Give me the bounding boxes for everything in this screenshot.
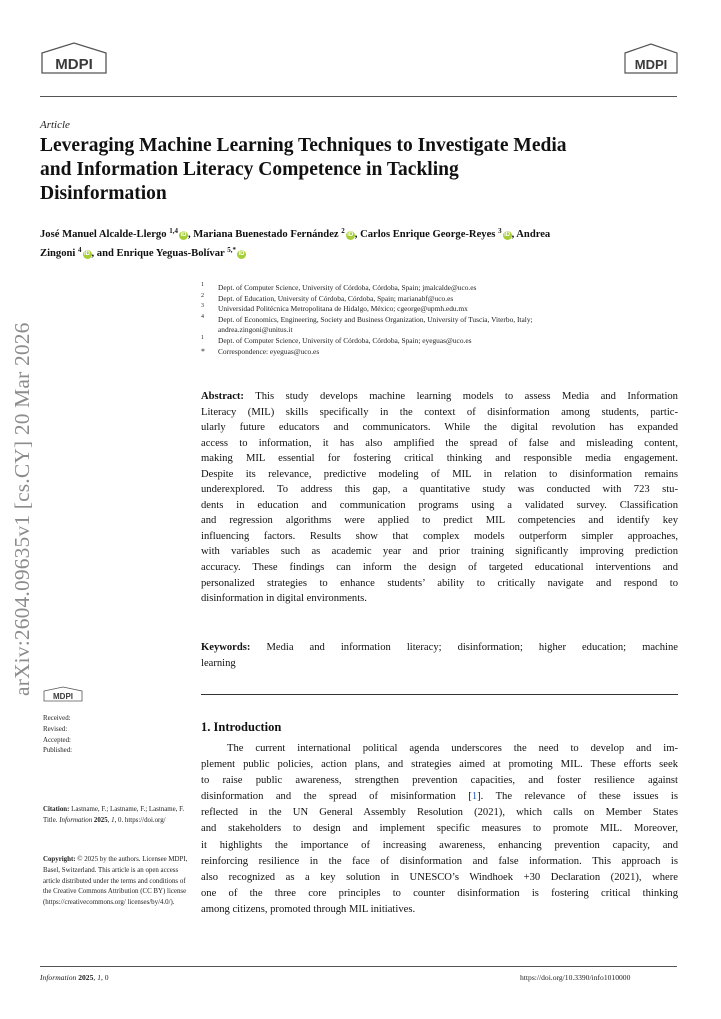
citation-link[interactable]: 1: [471, 791, 478, 803]
abstract-line: Abstract: This study develops machine learning models to assess Media and Information: [201, 391, 678, 402]
body-line: to raise public awareness, strengthen prevention capacities, and foster resilience against: [201, 775, 678, 787]
citation-block: Citation: Lastname, F.; Lastname, F.; Lastname, F. Title. Information 2025, 1, 0. https://doi.org/: [43, 806, 185, 824]
author-list: José Manuel Alcalde-Llergo $^{1,4}$ iD , Mariana Buenestado Fernández $^2$ iD , Carlos Enrique George-Reyes $^3$ iD , Andrea Zingoni $^4$ iD , and Enrique Yeguas-Bolívar $^{5,*}$ iD: [40, 227, 551, 259]
author-name[interactable]: Carlos Enrique George-Reyes: [360, 229, 496, 240]
keywords-label: Keywords:: [201, 642, 251, 653]
header-divider: [40, 96, 677, 97]
mdpi-small-logo: [43, 686, 83, 702]
orcid-icon[interactable]: iD: [180, 232, 187, 238]
abstract-line: personalized strategies to enhance students’ ability to critically navigate and respond to: [201, 577, 678, 589]
abstract-line: ularly future educators and communicators. While the digital revolution has expanded: [201, 422, 678, 434]
author-separator: , Andrea: [511, 229, 551, 240]
published-label: Published:: [43, 747, 73, 755]
affiliations: [201, 283, 681, 357]
orcid-icon[interactable]: iD: [347, 232, 354, 238]
arxiv-identifier[interactable]: arXiv:2604.09635v1 [cs.CY] 20 Mar 2026: [10, 322, 34, 696]
abstract-line: Despite its relevance, predictive modeling of MIL in relation to disinformation remains: [201, 468, 678, 480]
abstract-line: influencing factors. Results show that complex models outperform simpler approaches,: [201, 530, 678, 542]
body-line: disinformation and the spread of misinformation [1]. The relevance of these issues is: [201, 791, 678, 803]
abstract-label: Abstract:: [201, 391, 244, 402]
svg-text:MDPI: MDPI: [53, 692, 73, 701]
footer-doi[interactable]: https://doi.org/10.3390/info1010000: [520, 973, 631, 982]
mdpi-logo-text: MDPI: [55, 56, 93, 73]
title-line: Disinformation: [40, 183, 167, 204]
section-heading: 1. Introduction: [201, 720, 282, 734]
author-name[interactable]: Mariana Buenestado Fernández: [193, 229, 339, 240]
keywords-line: Keywords: Media and information literacy; disinformation; higher education; machine: [201, 642, 678, 653]
accepted-label: Accepted:: [43, 736, 71, 744]
body-line: and stakeholders to design and implement specific measures to promote MIL. Moreover,: [201, 823, 678, 835]
author-affiliation-mark: 4: [78, 246, 82, 254]
keywords: [201, 640, 678, 671]
article-type: Article: [40, 119, 70, 131]
mdpi-logo-text: MDPI: [634, 57, 668, 72]
body-line: it highlights the importance of increasing awareness, enhancing prevention capacity, and: [201, 839, 678, 851]
orcid-icon[interactable]: iD: [504, 232, 511, 238]
body-line: one of the three core principles to counter disinformation is fostering critical thinking: [201, 887, 678, 899]
body-line: reflected in the UN General Assembly Resolution (2021), which calls on Member States: [201, 807, 678, 819]
orcid-icon[interactable]: iD: [84, 251, 90, 257]
affiliation-item: 4 Dept. of Economics, Engineering, Society and Business Organization, University of Tuscia, Viterbo, Italy;: [201, 313, 533, 324]
section-divider: [201, 694, 678, 695]
author-name[interactable]: Zingoni: [40, 248, 76, 259]
affiliation-item: 1 Dept. of Computer Science, University of Córdoba, Córdoba, Spain; eyeguas@uco.es: [201, 334, 472, 345]
abstract-line: disinformation in digital environments.: [201, 593, 367, 605]
abstract-line: underexplored. To address this gap, a quantitative study was conducted with 723 stu-: [201, 484, 678, 496]
affiliation-item: 1 Dept. of Computer Science, University of Córdoba, Córdoba, Spain; jmalcalde@uco.es: [201, 282, 477, 292]
mdpi-logo-right: [623, 42, 679, 76]
mdpi-logo: [40, 42, 108, 76]
affiliation-item: 2 Dept. of Education, University of Córdoba, Córdoba, Spain; marianabf@uco.es: [201, 292, 454, 303]
body-line: reinforcing resilience in the face of disinformation and false information. This approach is: [201, 855, 678, 867]
received-label: Received:: [43, 715, 71, 722]
body-line: also recognized as a key solution in UNESCO’s Windhoek +30 Declaration (2021), where: [201, 871, 678, 883]
correspondence: * Correspondence: eyeguas@uco.es: [201, 346, 320, 356]
paper-title: [40, 134, 680, 206]
abstract-line: access to information, it has also amplified the spread of false and misleading content,: [201, 437, 678, 449]
publication-dates: [43, 714, 72, 757]
footer-journal: Information 2025, 1, 0: [40, 973, 109, 982]
abstract-line: and regression algorithms were applied to predict MIL competencies and identify key: [201, 515, 678, 527]
author-affiliation-mark: 1,4: [169, 227, 178, 235]
body-line: The current international political agenda underscores the need to develop and im-: [227, 743, 678, 754]
abstract: [201, 389, 678, 607]
author-affiliation-mark: 3: [498, 227, 502, 235]
affiliation-item: 3 Universidad Politécnica Metropolitana de Hidalgo, México; cgeorge@upmh.edu.mx: [201, 303, 468, 314]
title-line: and Information Literacy Competence in Tackling: [40, 159, 459, 180]
keywords-line: learning: [201, 657, 236, 669]
body-line: plement public policies, action plans, and strategies aimed at promoting MIL. These efforts seek: [201, 759, 678, 771]
introduction-body: [201, 741, 678, 918]
abstract-line: with variables such as academic year and prior training significantly improving prediction: [201, 546, 678, 558]
author-name[interactable]: José Manuel Alcalde-Llergo: [40, 229, 167, 240]
orcid-icon[interactable]: iD: [238, 251, 245, 257]
abstract-line: accuracy. These findings can inform the design of targeted educational interventions and: [201, 562, 678, 574]
affiliation-item: andrea.zingoni@unitus.it: [218, 325, 293, 335]
footer-divider: [40, 966, 677, 967]
abstract-line: dents in education and communication programs using a validated survey. Classification: [201, 499, 678, 511]
abstract-line: Literacy (MIL) skills specifically in the context of disinformation among students, partic-: [201, 406, 678, 418]
author-affiliation-mark: 2: [341, 227, 345, 235]
copyright-block: Copyright: © 2025 by the authors. Licensee MDPI, Basel, Switzerland. This article is an open access article distributed under the terms and conditions of the Creative Commons Attribution (CC BY) license (https://creativecommons.org/ licenses/by/4.0/).: [43, 856, 188, 907]
abstract-line: making MIL essential for fostering critical thinking and responsible media engagement.: [201, 453, 678, 465]
body-line: among citizens, promoted through MIL initiatives.: [201, 903, 416, 915]
title-line: Leveraging Machine Learning Techniques to Investigate Media: [40, 135, 567, 156]
revised-label: Revised:: [43, 725, 68, 733]
author-name[interactable]: , and Enrique Yeguas-Bolívar: [91, 248, 225, 259]
author-affiliation-mark: 5,*: [227, 246, 236, 254]
